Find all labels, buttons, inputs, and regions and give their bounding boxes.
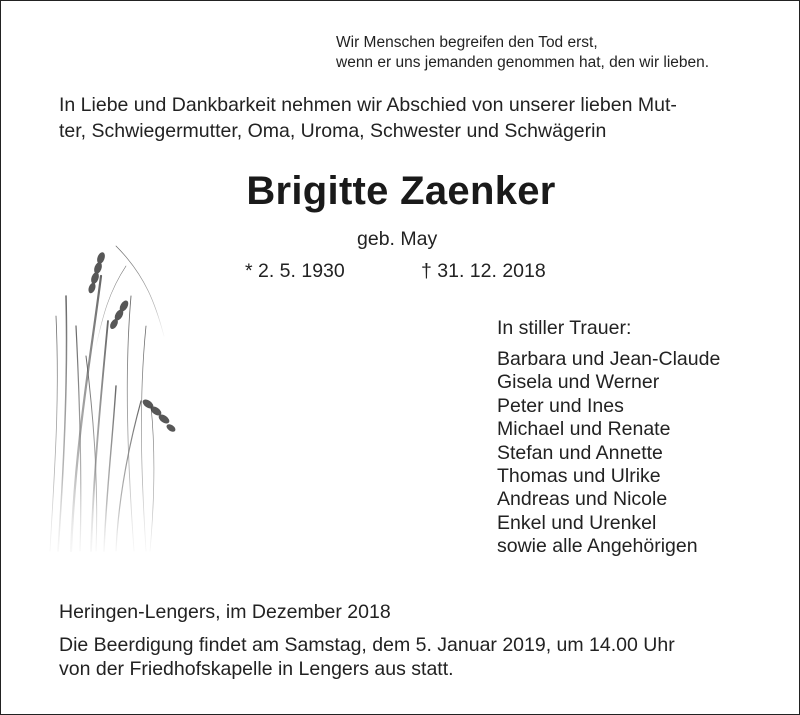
mourner-name: Gisela und Werner — [497, 371, 660, 394]
death-date: † 31. 12. 2018 — [421, 260, 546, 282]
mourner-name: Michael und Renate — [497, 418, 671, 441]
mourner-name: Andreas und Nicole — [497, 488, 668, 511]
quote-line-2: wenn er uns jemanden genommen hat, den wir lieben. — [336, 54, 710, 71]
mourner-name: Thomas und Ulrike — [497, 465, 661, 488]
intro-line-1: In Liebe und Dankbarkeit nehmen wir Abschied von unserer lieben Mut- — [59, 94, 677, 116]
deceased-name: Brigitte Zaenker — [246, 169, 556, 213]
mourner-name: Barbara und Jean-Claude — [497, 348, 721, 370]
mourner-name: Peter und Ines — [497, 394, 624, 417]
mourners-list — [497, 348, 720, 559]
mourner-name: Stefan und Annette — [497, 441, 663, 464]
place-date: Heringen-Lengers, im Dezember 2018 — [59, 601, 391, 623]
funeral-line-2: von der Friedhofskapelle in Lengers aus statt. — [59, 658, 454, 680]
quote-line-1: Wir Menschen begreifen den Tod erst, — [336, 34, 598, 51]
intro-text — [59, 92, 759, 144]
mourner-name: sowie alle Angehörigen — [497, 535, 698, 558]
mourning-heading: In stiller Trauer: — [497, 317, 632, 339]
quote — [336, 33, 709, 73]
wheat-icon — [46, 236, 186, 556]
mourner-name: Enkel und Urenkel — [497, 511, 657, 534]
intro-line-2: ter, Schwiegermutter, Oma, Uroma, Schwester und Schwägerin — [59, 120, 607, 142]
birth-name: geb. May — [357, 228, 438, 250]
funeral-info — [59, 633, 779, 681]
birth-date: * 2. 5. 1930 — [245, 260, 345, 282]
funeral-line-1: Die Beerdigung findet am Samstag, dem 5. Januar 2019, um 14.00 Uhr — [59, 634, 675, 656]
